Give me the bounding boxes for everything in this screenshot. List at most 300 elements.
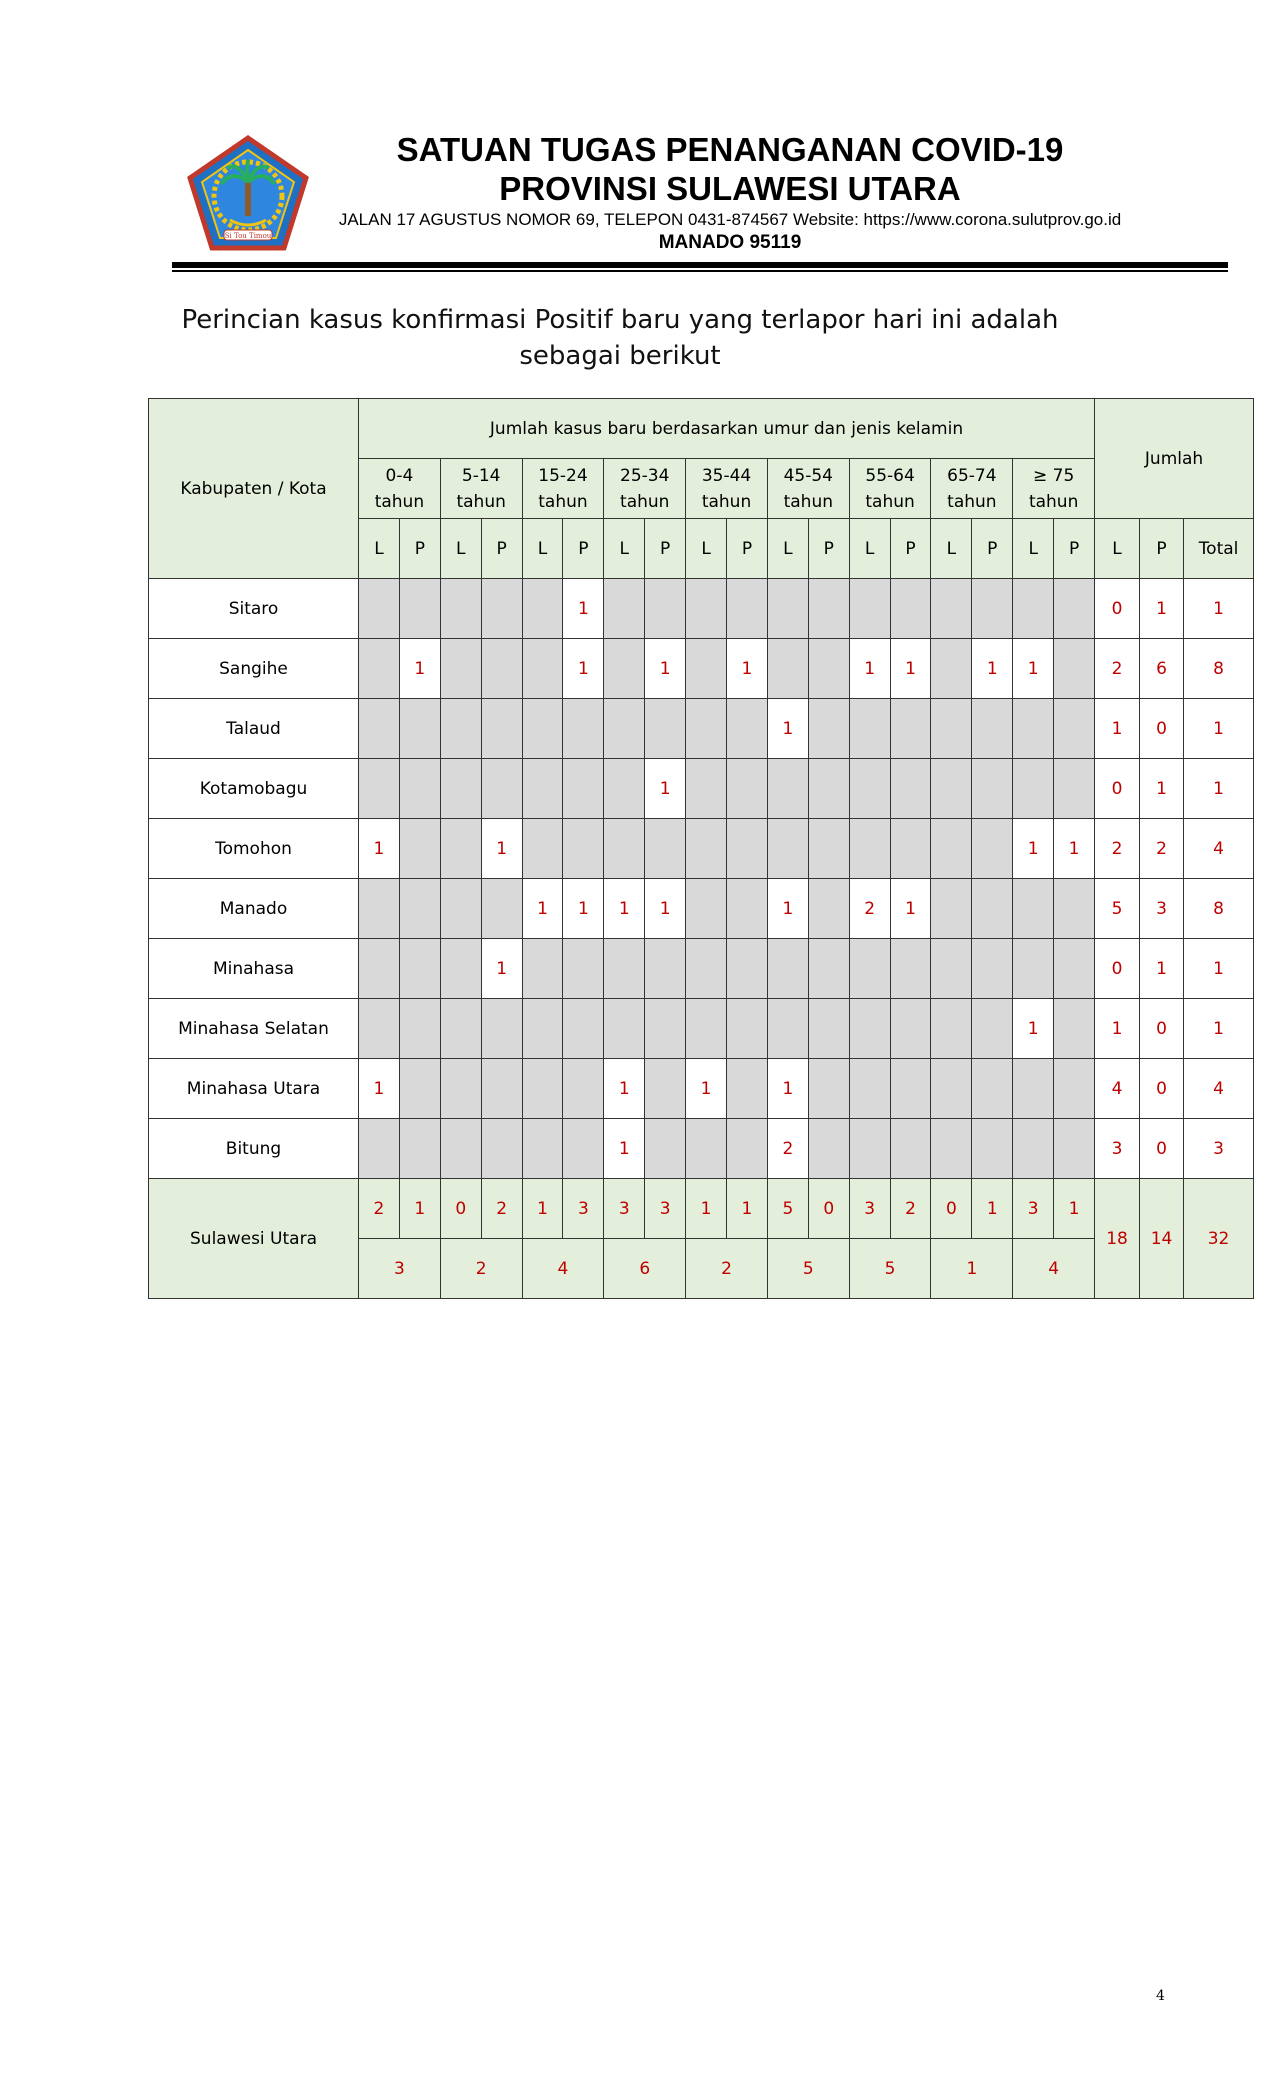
case-cell — [399, 1119, 440, 1179]
row-total-female: 0 — [1140, 1119, 1184, 1179]
total-column-header: Jumlah — [1095, 399, 1254, 519]
case-cell — [645, 1059, 686, 1119]
row-total-male: 0 — [1095, 939, 1140, 999]
case-cell — [767, 819, 808, 879]
row-total-female: 1 — [1140, 759, 1184, 819]
age-range: 0-4 — [385, 465, 414, 486]
case-cell — [808, 819, 849, 879]
case-cell — [931, 879, 972, 939]
sex-header-male: L — [686, 519, 727, 579]
case-cell — [1054, 879, 1095, 939]
age-range: 15-24 — [538, 465, 588, 486]
case-cell — [604, 759, 645, 819]
table-row — [149, 999, 1254, 1059]
age-unit: tahun — [783, 491, 833, 512]
summary-total: 32 — [1184, 1179, 1254, 1299]
sex-header-female: P — [808, 519, 849, 579]
org-title-line1: SATUAN TUGAS PENANGANAN COVID-19 — [396, 131, 1064, 168]
org-city: MANADO 95119 — [658, 232, 802, 253]
letterhead-divider-thin — [172, 270, 1228, 272]
age-range: ≥ 75 — [1033, 465, 1075, 486]
case-cell — [604, 579, 645, 639]
case-cell — [440, 579, 481, 639]
case-cell — [972, 579, 1013, 639]
sex-header-female: P — [563, 519, 604, 579]
age-group-header — [1013, 459, 1095, 519]
summary-total-female: 14 — [1140, 1179, 1184, 1299]
case-cell: 1 — [1013, 999, 1054, 1059]
row-total-male: 0 — [1095, 579, 1140, 639]
case-cell — [1054, 699, 1095, 759]
case-cell — [645, 819, 686, 879]
case-cell — [359, 879, 400, 939]
case-cell — [727, 1059, 768, 1119]
case-cell — [399, 579, 440, 639]
case-cell — [604, 699, 645, 759]
sex-header-female: P — [399, 519, 440, 579]
table-row — [149, 759, 1254, 819]
age-range: 5-14 — [461, 465, 501, 486]
case-cell — [849, 699, 890, 759]
row-total: 8 — [1184, 639, 1254, 699]
case-cell — [727, 879, 768, 939]
case-cell — [686, 999, 727, 1059]
age-range: 65-74 — [947, 465, 997, 486]
age-group-header — [849, 459, 931, 519]
region-name: Sitaro — [149, 579, 359, 639]
case-cell — [481, 699, 522, 759]
age-unit: tahun — [374, 491, 425, 512]
summary-age-cell: 2 — [440, 1239, 522, 1299]
summary-sex-cell: 3 — [849, 1179, 890, 1239]
case-cell — [1013, 879, 1054, 939]
case-cell — [972, 1059, 1013, 1119]
summary-sex-cell: 1 — [399, 1179, 440, 1239]
case-cell — [849, 579, 890, 639]
summary-sex-cell: 0 — [808, 1179, 849, 1239]
sex-header-female: P — [890, 519, 931, 579]
row-total: 4 — [1184, 819, 1254, 879]
intro-text — [140, 302, 1100, 374]
summary-age-cell: 4 — [1013, 1239, 1095, 1299]
case-cell — [686, 759, 727, 819]
case-cell — [808, 939, 849, 999]
case-cell: 1 — [604, 1119, 645, 1179]
summary-sex-cell: 2 — [890, 1179, 931, 1239]
sex-header-male: L — [440, 519, 481, 579]
sex-header-female: P — [727, 519, 768, 579]
case-cell — [727, 579, 768, 639]
case-cell — [686, 879, 727, 939]
case-cell: 1 — [604, 1059, 645, 1119]
case-cell: 1 — [481, 939, 522, 999]
case-cell — [727, 759, 768, 819]
case-cell — [972, 759, 1013, 819]
case-cell — [359, 1119, 400, 1179]
case-cell — [890, 1059, 931, 1119]
case-cell — [890, 759, 931, 819]
case-cell — [767, 759, 808, 819]
case-cell — [972, 939, 1013, 999]
case-cell: 1 — [604, 879, 645, 939]
case-cell — [1054, 759, 1095, 819]
row-total-male: 5 — [1095, 879, 1140, 939]
summary-sex-cell: 1 — [1054, 1179, 1095, 1239]
age-group-header — [767, 459, 849, 519]
case-cell — [481, 1119, 522, 1179]
case-cell — [808, 999, 849, 1059]
case-cell — [399, 819, 440, 879]
case-cell — [359, 579, 400, 639]
row-total-male: 1 — [1095, 699, 1140, 759]
summary-sex-cell: 1 — [727, 1179, 768, 1239]
region-name: Kotamobagu — [149, 759, 359, 819]
case-cell: 1 — [399, 639, 440, 699]
age-unit: tahun — [620, 491, 670, 512]
summary-sex-cell: 5 — [767, 1179, 808, 1239]
row-total-male: 3 — [1095, 1119, 1140, 1179]
case-cell — [522, 999, 563, 1059]
case-cell — [767, 639, 808, 699]
case-cell — [563, 819, 604, 879]
total-header-total: Total — [1184, 519, 1254, 579]
row-total-female: 0 — [1140, 699, 1184, 759]
case-cell — [767, 579, 808, 639]
region-name: Minahasa Selatan — [149, 999, 359, 1059]
table-row — [149, 1059, 1254, 1119]
case-cell — [440, 759, 481, 819]
case-cell: 1 — [645, 879, 686, 939]
case-cell — [440, 879, 481, 939]
case-cell — [522, 579, 563, 639]
case-cell — [849, 1119, 890, 1179]
age-group-header — [604, 459, 686, 519]
case-cell — [563, 1119, 604, 1179]
row-total-male: 1 — [1095, 999, 1140, 1059]
case-cell — [931, 819, 972, 879]
age-group-header — [359, 459, 441, 519]
case-cell — [849, 999, 890, 1059]
summary-sex-cell: 2 — [359, 1179, 400, 1239]
table-row — [149, 1119, 1254, 1179]
case-cell — [399, 879, 440, 939]
age-group-header — [686, 459, 768, 519]
region-name: Tomohon — [149, 819, 359, 879]
summary-sex-cell: 3 — [1013, 1179, 1054, 1239]
case-cell — [645, 999, 686, 1059]
intro-line1: Perincian kasus konfirmasi Positif baru yang terlapor hari ini adalah — [181, 305, 1059, 335]
case-cell — [808, 639, 849, 699]
row-total: 8 — [1184, 879, 1254, 939]
case-breakdown-table — [148, 398, 1254, 1299]
summary-total-male: 18 — [1095, 1179, 1140, 1299]
case-cell — [359, 699, 400, 759]
case-cell — [931, 1059, 972, 1119]
intro-line2: sebagai berikut — [519, 341, 721, 371]
case-cell — [399, 999, 440, 1059]
case-cell — [727, 699, 768, 759]
age-range: 35-44 — [701, 465, 752, 486]
table-row — [149, 939, 1254, 999]
case-cell — [645, 1119, 686, 1179]
case-cell — [399, 1059, 440, 1119]
row-total: 4 — [1184, 1059, 1254, 1119]
case-cell: 1 — [686, 1059, 727, 1119]
case-cell — [727, 939, 768, 999]
case-cell — [972, 879, 1013, 939]
case-cell: 1 — [481, 819, 522, 879]
case-cell — [931, 939, 972, 999]
summary-age-cell: 4 — [522, 1239, 604, 1299]
case-cell: 1 — [767, 879, 808, 939]
row-total-female: 6 — [1140, 639, 1184, 699]
case-cell: 1 — [890, 639, 931, 699]
case-cell — [399, 939, 440, 999]
row-total-male: 4 — [1095, 1059, 1140, 1119]
case-cell — [481, 579, 522, 639]
case-cell: 1 — [563, 639, 604, 699]
case-cell: 1 — [359, 819, 400, 879]
summary-sex-cell: 0 — [440, 1179, 481, 1239]
age-unit: tahun — [947, 491, 997, 512]
case-cell — [767, 999, 808, 1059]
case-cell — [890, 1119, 931, 1179]
case-cell — [440, 699, 481, 759]
summary-age-cell: 3 — [359, 1239, 441, 1299]
case-cell — [645, 939, 686, 999]
row-total: 1 — [1184, 759, 1254, 819]
case-cell — [1013, 1119, 1054, 1179]
sex-header-male: L — [522, 519, 563, 579]
case-cell — [399, 759, 440, 819]
case-cell — [1054, 639, 1095, 699]
case-cell — [890, 579, 931, 639]
case-cell — [808, 1059, 849, 1119]
case-cell — [686, 819, 727, 879]
case-cell — [399, 699, 440, 759]
row-total-female: 3 — [1140, 879, 1184, 939]
case-cell — [890, 939, 931, 999]
table-row — [149, 879, 1254, 939]
row-total-male: 2 — [1095, 819, 1140, 879]
case-cell — [1054, 579, 1095, 639]
region-name: Minahasa — [149, 939, 359, 999]
logo-motto: Si Tou Timou — [224, 232, 272, 240]
case-cell — [440, 939, 481, 999]
case-cell — [359, 759, 400, 819]
case-cell — [890, 699, 931, 759]
sex-header-male: L — [604, 519, 645, 579]
row-total: 1 — [1184, 999, 1254, 1059]
case-cell — [522, 939, 563, 999]
case-cell — [359, 999, 400, 1059]
row-total: 1 — [1184, 939, 1254, 999]
case-cell — [849, 819, 890, 879]
region-name: Bitung — [149, 1119, 359, 1179]
case-cell — [481, 999, 522, 1059]
table-row — [149, 819, 1254, 879]
case-cell — [440, 999, 481, 1059]
case-cell — [604, 639, 645, 699]
summary-sex-cell: 1 — [522, 1179, 563, 1239]
case-cell — [686, 1119, 727, 1179]
case-cell: 1 — [972, 639, 1013, 699]
org-address: JALAN 17 AGUSTUS NOMOR 69, TELEPON 0431-874567 Website: https://www.corona.sulutprov.go.id — [338, 210, 1122, 229]
case-cell: 1 — [767, 699, 808, 759]
case-cell — [808, 1119, 849, 1179]
case-cell: 1 — [1013, 639, 1054, 699]
case-cell — [808, 699, 849, 759]
sex-header-male: L — [1013, 519, 1054, 579]
case-cell: 2 — [767, 1119, 808, 1179]
case-cell — [686, 939, 727, 999]
case-cell: 1 — [849, 639, 890, 699]
case-cell — [1054, 1119, 1095, 1179]
case-cell — [522, 1059, 563, 1119]
row-total: 1 — [1184, 579, 1254, 639]
case-cell: 2 — [849, 879, 890, 939]
case-cell: 1 — [645, 759, 686, 819]
case-cell — [972, 1119, 1013, 1179]
case-cell — [849, 939, 890, 999]
age-unit: tahun — [538, 491, 588, 512]
total-header-male: L — [1095, 519, 1140, 579]
case-cell — [931, 999, 972, 1059]
case-cell — [481, 759, 522, 819]
case-cell — [1013, 759, 1054, 819]
sex-header-male: L — [359, 519, 400, 579]
row-total-female: 2 — [1140, 819, 1184, 879]
case-cell — [563, 699, 604, 759]
case-cell — [849, 759, 890, 819]
case-cell — [890, 819, 931, 879]
case-cell — [849, 1059, 890, 1119]
table-row — [149, 699, 1254, 759]
age-group-header — [931, 459, 1013, 519]
case-cell — [563, 1059, 604, 1119]
row-total-female: 0 — [1140, 1059, 1184, 1119]
case-cell — [808, 879, 849, 939]
case-cell — [481, 639, 522, 699]
region-column-header: Kabupaten / Kota — [149, 399, 359, 579]
case-cell — [1054, 999, 1095, 1059]
summary-sex-cell: 3 — [563, 1179, 604, 1239]
case-cell: 1 — [890, 879, 931, 939]
case-cell — [522, 819, 563, 879]
case-cell — [359, 639, 400, 699]
case-cell — [645, 579, 686, 639]
case-cell — [1013, 939, 1054, 999]
case-cell — [522, 699, 563, 759]
case-cell — [481, 879, 522, 939]
page-number: 4 — [1156, 1988, 1165, 2004]
case-cell — [440, 639, 481, 699]
letterhead — [0, 0, 1275, 280]
case-cell — [604, 999, 645, 1059]
case-cell — [563, 999, 604, 1059]
row-total-female: 1 — [1140, 939, 1184, 999]
case-cell — [727, 819, 768, 879]
case-cell — [931, 639, 972, 699]
case-cell — [1013, 579, 1054, 639]
case-cell: 1 — [727, 639, 768, 699]
case-cell — [522, 639, 563, 699]
case-cell — [645, 699, 686, 759]
sex-header-female: P — [481, 519, 522, 579]
region-name: Sangihe — [149, 639, 359, 699]
case-cell — [1013, 699, 1054, 759]
case-cell — [522, 759, 563, 819]
case-cell — [972, 819, 1013, 879]
case-cell — [931, 579, 972, 639]
case-cell: 1 — [563, 579, 604, 639]
region-name: Talaud — [149, 699, 359, 759]
row-total: 1 — [1184, 699, 1254, 759]
sex-header-female: P — [972, 519, 1013, 579]
case-cell: 1 — [767, 1059, 808, 1119]
case-cell: 1 — [1054, 819, 1095, 879]
case-cell — [931, 1119, 972, 1179]
case-cell — [1054, 1059, 1095, 1119]
age-range: 25-34 — [620, 465, 670, 486]
case-cell — [931, 759, 972, 819]
case-cell — [359, 939, 400, 999]
case-cell — [727, 1119, 768, 1179]
case-cell — [686, 699, 727, 759]
case-cell: 1 — [1013, 819, 1054, 879]
province-emblem-logo — [186, 134, 310, 252]
summary-age-cell: 6 — [604, 1239, 686, 1299]
age-group-header — [522, 459, 604, 519]
case-cell — [481, 1059, 522, 1119]
row-total-male: 0 — [1095, 759, 1140, 819]
case-cell: 1 — [645, 639, 686, 699]
case-cell — [931, 699, 972, 759]
age-sex-group-header: Jumlah kasus baru berdasarkan umur dan jenis kelamin — [359, 399, 1095, 459]
table-row — [149, 579, 1254, 639]
summary-region-name: Sulawesi Utara — [149, 1179, 359, 1299]
total-header-female: P — [1140, 519, 1184, 579]
age-range: 45-54 — [783, 465, 833, 486]
age-range: 55-64 — [865, 465, 915, 486]
sex-header-female: P — [645, 519, 686, 579]
case-cell — [604, 819, 645, 879]
letterhead-divider — [172, 262, 1228, 268]
summary-sex-cell: 3 — [645, 1179, 686, 1239]
row-total-female: 0 — [1140, 999, 1184, 1059]
row-total-female: 1 — [1140, 579, 1184, 639]
case-cell — [972, 699, 1013, 759]
summary-sex-cell: 2 — [481, 1179, 522, 1239]
case-cell: 1 — [563, 879, 604, 939]
sex-header-male: L — [931, 519, 972, 579]
sex-header-male: L — [767, 519, 808, 579]
row-total: 3 — [1184, 1119, 1254, 1179]
region-name: Minahasa Utara — [149, 1059, 359, 1119]
case-cell — [563, 939, 604, 999]
case-cell — [808, 759, 849, 819]
age-unit: tahun — [456, 491, 506, 512]
case-cell — [440, 1119, 481, 1179]
case-cell — [686, 579, 727, 639]
age-unit: tahun — [701, 491, 752, 512]
case-cell — [686, 639, 727, 699]
summary-age-cell: 2 — [686, 1239, 768, 1299]
sex-header-male: L — [849, 519, 890, 579]
case-cell — [563, 759, 604, 819]
case-cell — [767, 939, 808, 999]
age-group-header — [440, 459, 522, 519]
